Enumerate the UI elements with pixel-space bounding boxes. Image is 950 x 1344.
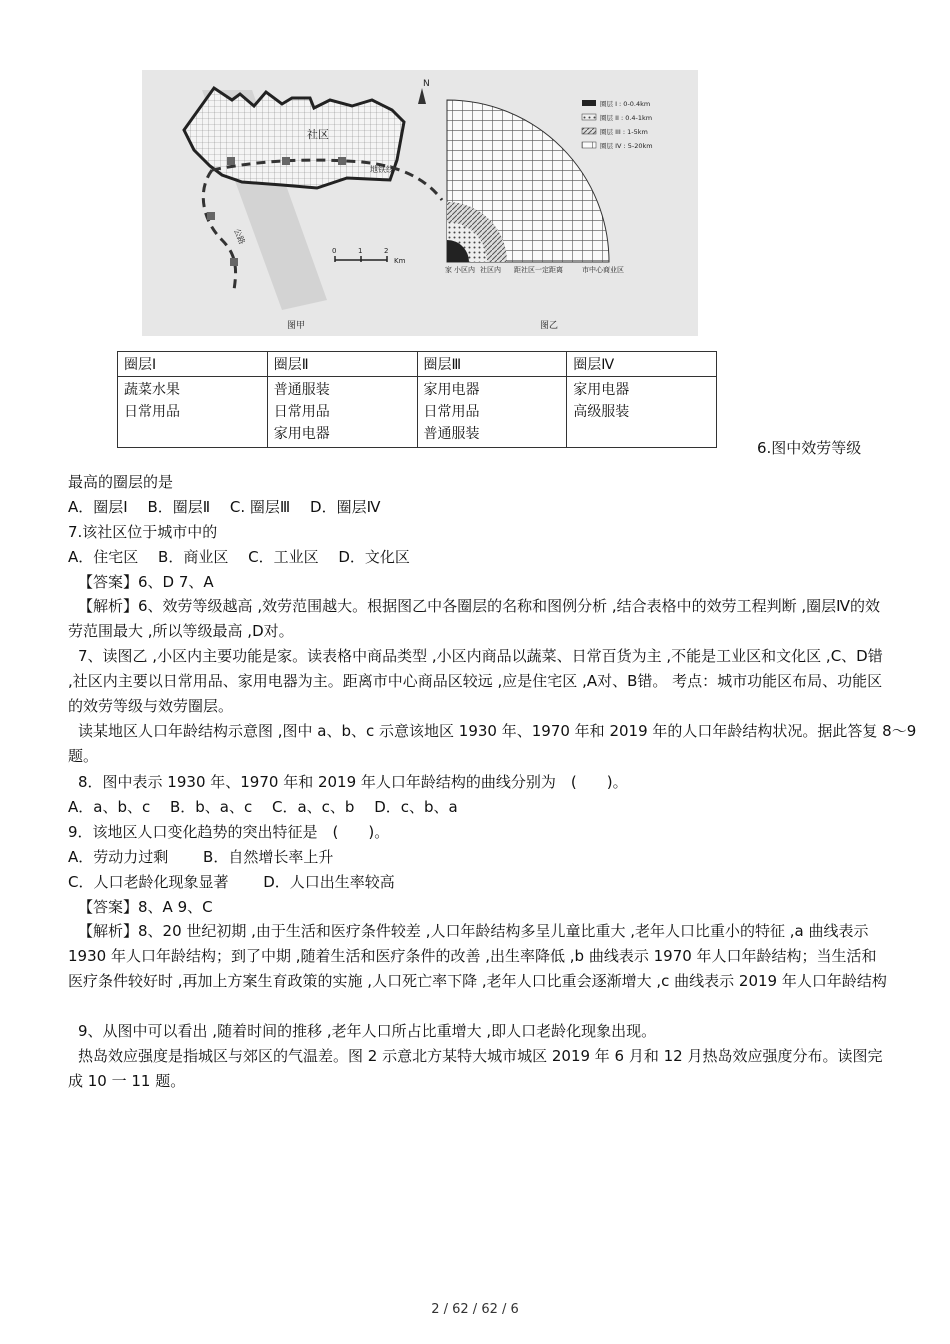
station-5 xyxy=(230,258,238,266)
legend-label-3: 圈层 III : 1-5km xyxy=(600,128,648,136)
north-label: N xyxy=(423,79,430,89)
question-8: 8．图中表示 1930 年、1970 年和 2019 年人口年龄结构的曲线分别为 ( )。 xyxy=(78,773,628,791)
scale-unit: Km xyxy=(394,257,406,265)
table-header: 圈层Ⅱ xyxy=(267,352,417,377)
cell-item: 普通服装 xyxy=(273,382,330,398)
question-9-options-2: C．人口老龄化现象显著 D．人口出生率较高 xyxy=(68,873,395,891)
question-7-options: A．住宅区 B．商业区 C．工业区 D．文化区 xyxy=(68,548,410,566)
legend-label-4: 圈层 IV : 5-20km xyxy=(600,142,653,150)
station-4 xyxy=(207,212,215,220)
scale-tick-2: 2 xyxy=(384,247,389,255)
cell-item: 家用电器 xyxy=(423,382,480,398)
cell-item: 高级服装 xyxy=(573,404,630,420)
table-cell xyxy=(267,377,417,448)
caption-right: 图乙 xyxy=(540,321,559,331)
cell-item: 家用电器 xyxy=(273,426,330,442)
question-6-start: 6.图中效劳等级 xyxy=(757,439,862,457)
scale-tick-0: 0 xyxy=(332,247,337,255)
question-6-options: A．圈层Ⅰ B．圈层Ⅱ C. 圈层Ⅲ D．圈层Ⅳ xyxy=(68,498,381,516)
legend-swatch-2 xyxy=(582,114,596,120)
subway-label: 地铁线 xyxy=(370,165,394,174)
axis-label-cbd: 市中心商业区 xyxy=(582,266,624,274)
question-7: 7.该社区位于城市中的 xyxy=(68,523,218,541)
page-footer: 2 / 62 / 62 / 6 xyxy=(431,1302,519,1317)
axis-label-distance: 距社区一定距离 xyxy=(514,266,563,274)
axis-label-home: 家 xyxy=(445,266,452,274)
figure-image xyxy=(142,70,698,336)
subway-branch xyxy=(203,170,235,290)
north-arrow-icon xyxy=(418,88,426,104)
road-label: 公路 xyxy=(232,227,247,246)
cell-item: 日常用品 xyxy=(273,404,330,420)
answer-8-9: 【答案】8、A 9、C xyxy=(78,898,213,916)
question-9-options-1: A．劳动力过剩 B．自然增长率上升 xyxy=(68,848,334,866)
axis-label-community: 社区内 xyxy=(480,266,501,274)
legend-swatch-4 xyxy=(582,142,596,148)
answer-6-7: 【答案】6、D 7、A xyxy=(78,573,214,591)
question-6-end: 最高的圈层的是 xyxy=(68,473,174,491)
cell-item: 普通服装 xyxy=(423,426,480,442)
cell-item: 日常用品 xyxy=(124,404,180,420)
station-2 xyxy=(282,157,290,165)
layer-table xyxy=(117,351,717,448)
analysis-9: 9、从图中可以看出 ,随着时间的推移 ,老年人口所占比重增大 ,即人口老龄化现象出现。 xyxy=(78,1022,657,1040)
question-8-options: A．a、b、c B．b、a、c C．a、c、b D．c、b、a xyxy=(68,798,458,816)
caption-left: 图甲 xyxy=(287,321,306,331)
table-header-row xyxy=(118,352,717,377)
legend-swatch-3 xyxy=(582,128,596,134)
legend-label-1: 圈层 I : 0-0.4km xyxy=(600,100,651,108)
table-header: 圈层Ⅲ xyxy=(417,352,567,377)
community-label: 社区 xyxy=(307,128,329,141)
station-3 xyxy=(338,157,346,165)
axis-label-neighborhood: 小区内 xyxy=(454,266,475,274)
analysis-7: 7、读图乙 ,小区内主要功能是家。读表格中商品类型 ,小区内商品以蔬菜、日常百货为主 ,不能是工业区和文化区 ,C、D错 ,社区内主要以日常用品、家用电器为主。距离市中心商品区较远 ,应是住宅区 ,A对、B错。 考点：城市功能区布局、功能区的效劳等级与效劳圈层。 xyxy=(68,647,883,715)
legend-swatch-1 xyxy=(582,100,596,106)
table-header: 圈层Ⅰ xyxy=(118,352,268,377)
cell-item: 家用电器 xyxy=(573,382,630,398)
cell-item: 日常用品 xyxy=(423,404,480,420)
table-cell xyxy=(567,377,717,448)
intro-10-11: 热岛效应强度是指城区与郊区的气温差。图 2 示意北方某特大城市城区 2019 年 6 月和 12 月热岛效应强度分布。读图完成 10 一 11 题。 xyxy=(68,1047,883,1090)
legend-label-2: 圈层 II : 0.4-1km xyxy=(600,114,653,122)
figure-svg xyxy=(142,70,698,336)
table-cell xyxy=(417,377,567,448)
analysis-6: 【解析】6、效劳等级越高 ,效劳范围越大。根据图乙中各圈层的名称和图例分析 ,结合表格中的效劳工程判断 ,圈层Ⅳ的效劳范围最大 ,所以等级最高 ,D对。 xyxy=(68,597,880,640)
table-cell xyxy=(118,377,268,448)
intro-8-9: 读某地区人口年龄结构示意图 ,图中 a、b、c 示意该地区 1930 年、1970 年和 2019 年的人口年龄结构状况。据此答复 8～9 题。 xyxy=(68,722,917,765)
cell-item: 蔬菜水果 xyxy=(124,382,180,398)
question-9: 9．该地区人口变化趋势的突出特征是 ( )。 xyxy=(68,823,390,841)
scale-tick-1: 1 xyxy=(358,247,363,255)
table-row xyxy=(118,377,717,448)
analysis-8: 【解析】8、20 世纪初期 ,由于生活和医疗条件较差 ,人口年龄结构多呈儿童比重大 ,老年人口比重小的特征 ,a 曲线表示 1930 年人口年龄结构；到了中期 ,随着生活和医疗条件的改善 ,出生率降低 ,b 曲线表示 1970 年人口年龄结构；当生活和医疗条件较好时 ,再加上方案生育政策的实施 ,人口死亡率下降 ,老年人口比重会逐渐增大 ,c 曲线表示 2019 年人口年龄结构 xyxy=(68,922,887,990)
station-1 xyxy=(227,157,235,165)
table-header: 圈层Ⅳ xyxy=(567,352,717,377)
